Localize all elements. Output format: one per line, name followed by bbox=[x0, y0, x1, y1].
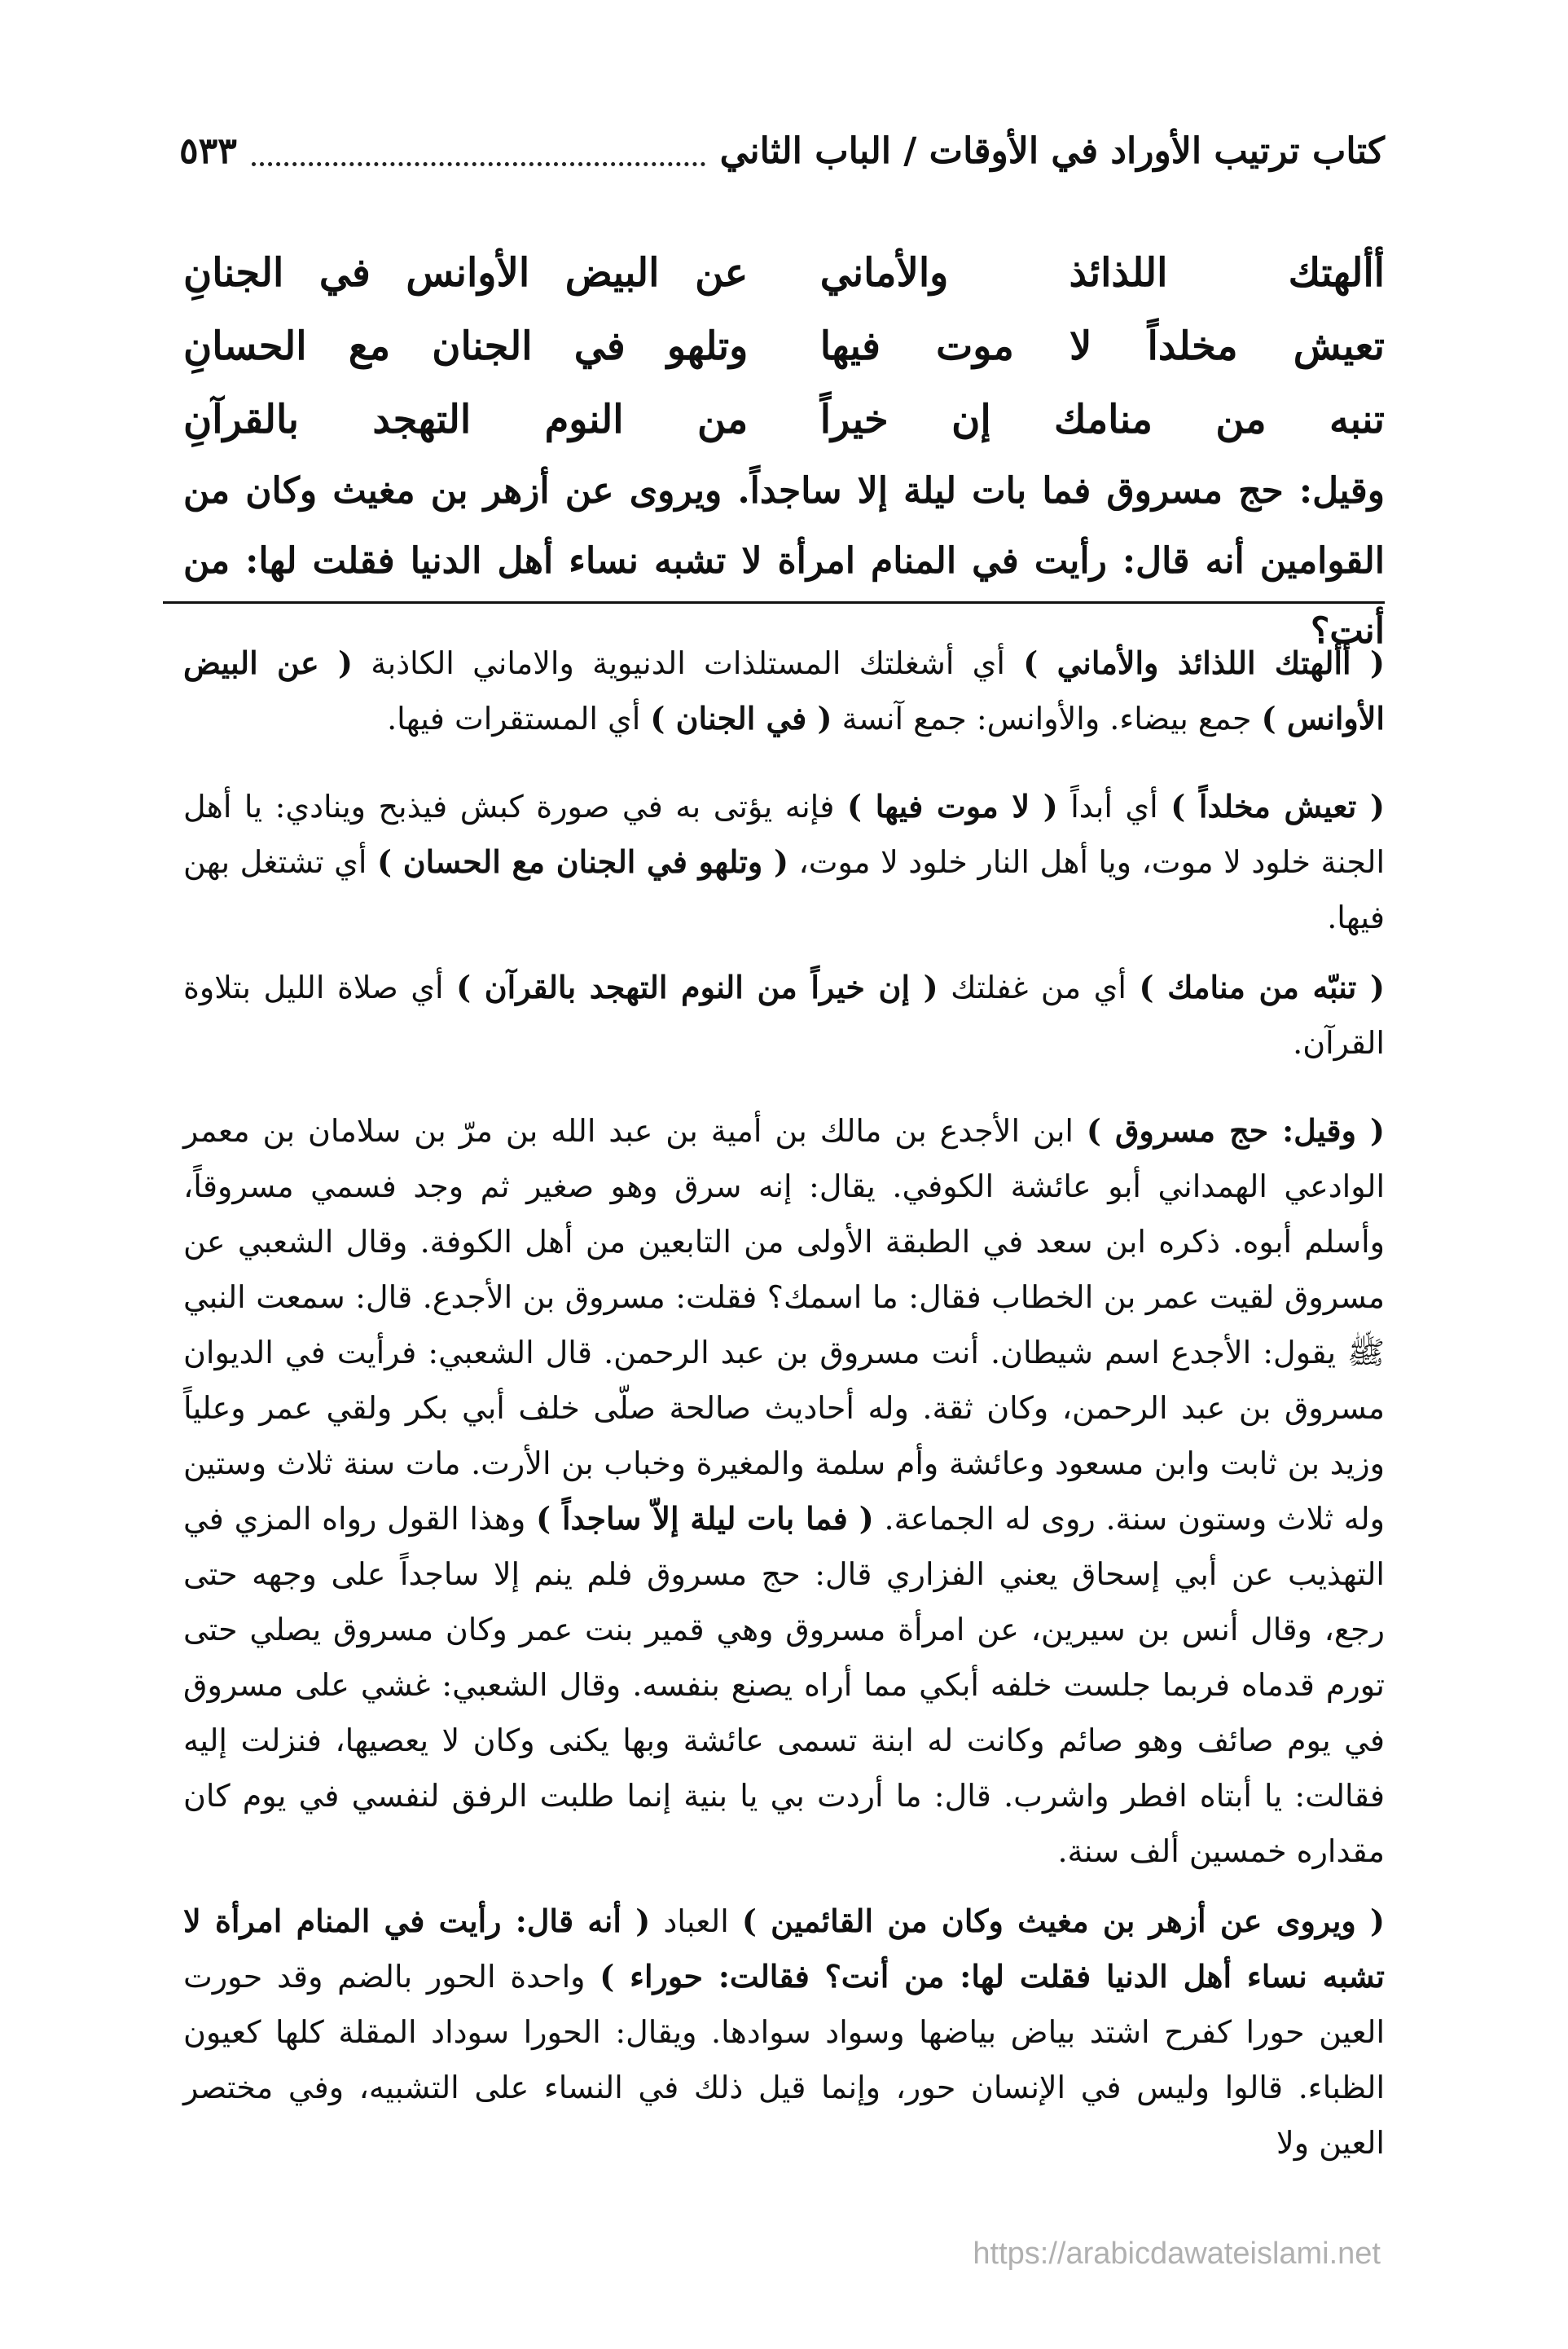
commentary-text: واحدة الحور بالضم وقد حورت العين حورا كفرح اشتد بياض بياضها وسواد سوادها. ويقال: الحورا سوداد المقلة كلها كعيون الظباء. قالوا وليس في الإنسان حور، وإنما قيل ذلك في النساء على التشبيه، وفي مختصر العين ولا bbox=[183, 1959, 1385, 2161]
leader-dots bbox=[252, 154, 705, 166]
verse-second-hemistich: من النوم التهجد بالقرآنِ bbox=[183, 397, 749, 442]
main-text: وقيل: حج مسروق فما بات ليلة إلا ساجداً. ويروى عن أزهر بن مغيث وكان من القوامين أنه قال: رأيت في المنام امرأة لا تشبه نساء أهل الدنيا فقلت لها: من أنت؟ bbox=[183, 470, 1385, 652]
quoted-phrase: ( ويروى عن أزهر بن مغيث وكان من القائمين ) bbox=[741, 1903, 1386, 1939]
watermark-url[interactable]: https://arabicdawateislami.net bbox=[973, 2237, 1381, 2271]
chapter-title: كتاب ترتيب الأوراد في الأوقات / الباب الثاني bbox=[719, 130, 1385, 172]
commentary-text: أي صلاة الليل بتلاوة القرآن. bbox=[183, 970, 1385, 1061]
quoted-phrase: ( إن خيراً من النوم التهجد بالقرآن ) bbox=[456, 969, 938, 1005]
quoted-phrase: ( أألهتك اللذائذ والأماني ) bbox=[1023, 644, 1385, 681]
poem-verse bbox=[183, 383, 1385, 456]
quoted-phrase: ( في الجنان ) bbox=[650, 700, 832, 737]
commentary-text: أي من غفلتك bbox=[938, 970, 1140, 1005]
quoted-phrase: ( أنه قال: رأيت في المنام امرأة لا تشبه نساء أهل الدنيا فقلت لها: من أنت؟ فقالت: حوراء ) bbox=[183, 1903, 1385, 1995]
commentary-text: أي أشغلتك المستلذات الدنيوية والاماني الكاذبة bbox=[353, 645, 1024, 681]
verse-first-hemistich: تنبه من منامك إن خيراً bbox=[819, 397, 1385, 442]
commentary-paragraph bbox=[183, 779, 1385, 945]
quoted-phrase: ( تعيش مخلداً ) bbox=[1171, 788, 1385, 825]
poem bbox=[183, 236, 1385, 464]
commentary-text: جمع بيضاء. والأوانس: جمع آنسة bbox=[832, 701, 1262, 737]
running-head bbox=[179, 122, 1385, 179]
commentary-text: فإنه يؤتى به في صورة كبش فيذبح وينادي: يا أهل الجنة خلود لا موت، ويا أهل النار خلود لا موت، bbox=[183, 789, 1386, 880]
quoted-phrase: ( تنبّه من منامك ) bbox=[1139, 969, 1385, 1005]
quoted-phrase: ( عن البيض الأوانس ) bbox=[183, 644, 1385, 737]
verse-first-hemistich: أألهتك اللذائذ والأماني bbox=[819, 250, 1385, 296]
verse-first-hemistich: تعيش مخلداً لا موت فيها bbox=[819, 323, 1385, 369]
commentary-paragraph bbox=[183, 636, 1385, 746]
commentary-text: العباد bbox=[650, 1903, 742, 1939]
poem-verse bbox=[183, 310, 1385, 383]
commentary-text: ابن الأجدع بن مالك بن أمية بن عبد الله بن مرّ بن سلامان بن معمر الوادعي الهمداني أبو عائشة الكوفي. يقال: إنه سرق وهو صغير ثم وجد فسمي مسروقاً، وأسلم أبوه. ذكره ابن سعد في الطبقة الأولى من التابعين من أهل الكوفة. وقال الشعبي عن مسروق لقيت عمر بن الخطاب فقال: ما اسمك؟ فقلت: مسروق بن الأجدع. قال: سمعت النبي ﷺ يقول: الأجدع اسم شيطان. أنت مسروق بن عبد الرحمن. قال الشعبي: فرأيت في الديوان مسروق بن عبد الرحمن، وكان ثقة. وله أحاديث صالحة صلّى خلف أبي بكر ولقي عمر وعلياً وزيد بن ثابت وابن مسعود وعائشة وأم سلمة والمغيرة وخباب بن الأرت. مات سنة ثلاث وستين وله ثلاث وستون سنة. روى له الجماعة. bbox=[183, 1113, 1385, 1537]
quoted-phrase: ( وقيل: حج مسروق ) bbox=[1086, 1112, 1385, 1149]
commentary-paragraph bbox=[183, 1103, 1385, 1879]
verse-second-hemistich: عن البيض الأوانس في الجنانِ bbox=[183, 250, 749, 296]
quoted-phrase: ( وتلهو في الجنان مع الحسان ) bbox=[377, 843, 788, 880]
footnote-divider bbox=[163, 601, 1385, 604]
quoted-phrase: ( لا موت فيها ) bbox=[846, 788, 1058, 825]
commentary-paragraph bbox=[183, 960, 1385, 1071]
commentary-paragraph bbox=[183, 1894, 1385, 2171]
commentary bbox=[183, 636, 1385, 2185]
quoted-phrase: ( فما بات ليلة إلاّ ساجداً ) bbox=[536, 1500, 874, 1537]
commentary-text: أي أبداً bbox=[1057, 789, 1171, 825]
commentary-text: وهذا القول رواه المزي في التهذيب عن أبي إسحاق يعني الفزاري قال: حج مسروق فلم ينم إلا ساجداً على وجهه حتى رجع، وقال أنس بن سيرين، عن امرأة مسروق وهي قمير بنت عمر وكان مسروق يصلي حتى تورم قدماه فربما جلست خلفه أبكي مما أراه يصنع بنفسه. وقال الشعبي: غشي على مسروق في يوم صائف وهو صائم وكانت له ابنة تسمى عائشة وبها يكنى وكان لا يعصيها، فنزلت إليه فقالت: يا أبتاه افطر واشرب. قال: ما أردت بي يا بنية إنما طلبت الرفق لنفسي في يوم كان مقداره خمسين ألف سنة. bbox=[183, 1501, 1385, 1869]
verse-second-hemistich: وتلهو في الجنان مع الحسانِ bbox=[183, 323, 749, 369]
page-number: ٥٣٣ bbox=[179, 130, 237, 172]
commentary-text: أي المستقرات فيها. bbox=[387, 701, 651, 737]
poem-verse bbox=[183, 236, 1385, 310]
commentary-text: أي تشتغل بهن فيها. bbox=[183, 844, 1385, 935]
